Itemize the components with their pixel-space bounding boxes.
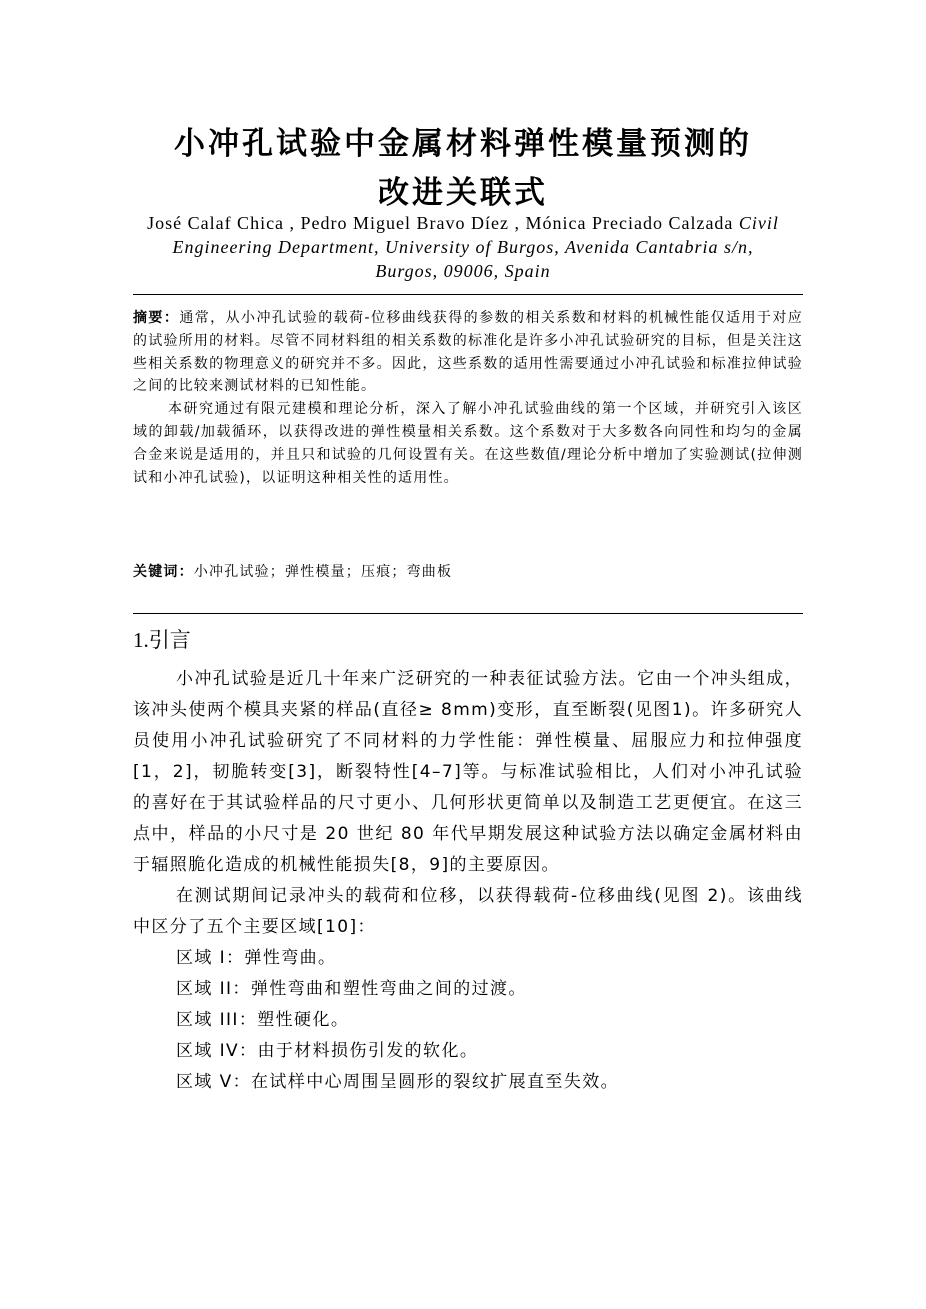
region-item-1: 区域 I：弹性弯曲。	[176, 948, 337, 968]
affiliation-line-3: Burgos, 09006, Spain	[375, 261, 551, 281]
body-paragraph-2: 在测试期间记录冲头的载荷和位移，以获得载荷-位移曲线(见图 2)。该曲线中区分了五个主要区域[10]：	[133, 886, 803, 937]
paper-title-line-2: 改进关联式	[378, 175, 548, 211]
abstract-paragraph-2: 本研究通过有限元建模和理论分析，深入了解小冲孔试验曲线的第一个区域，并研究引入该区域的卸载/加载循环，以获得改进的弹性模量相关系数。这个系数对于大多数各向同性和均匀的金属合金来说是适用的，并且只和试验的几何设置有关。在这些数值/理论分析中增加了实验测试(拉伸测试和小冲孔试验)，以证明这种相关性的适用性。	[133, 401, 803, 486]
section-body	[133, 664, 803, 1098]
affiliation-part-1: Civil	[738, 213, 779, 233]
region-item-4: 区域 IV：由于材料损伤引发的软化。	[176, 1041, 479, 1061]
abstract-text-1: 通常，从小冲孔试验的载荷-位移曲线获得的参数的相关系数和材料的机械性能仅适用于对应的试验所用的材料。尽管不同材料组的相关系数的标准化是许多小冲孔试验研究的目标，但是关注这些相关系数的物理意义的研究并不多。因此，这些系数的适用性需要通过小冲孔试验和标准拉伸试验之间的比较来测试材料的已知性能。	[133, 310, 803, 395]
paper-title-line-1: 小冲孔试验中金属材料弹性模量预测的	[174, 126, 752, 162]
body-paragraph-1: 小冲孔试验是近几十年来广泛研究的一种表征试验方法。它由一个冲头组成，该冲头使两个模具夹紧的样品(直径≥ 8mm)变形，直至断裂(见图1)。许多研究人员使用小冲孔试验研究了不同材料的力学性能：弹性模量、屈服应力和拉伸强度[1，2]，韧脆转变[3]，断裂特性[4–7]等。与标准试验相比，人们对小冲孔试验的喜好在于其试验样品的尺寸更小、几何形状更简单以及制造工艺更便宜。在这三点中，样品的小尺寸是 20 世纪 80 年代早期发展这种试验方法以确定金属材料由于辐照脆化造成的机械性能损失[8，9]的主要原因。	[133, 669, 803, 875]
section-heading-introduction: 1.引言	[133, 628, 191, 652]
affiliation-line-2: Engineering Department, University of Burgos, Avenida Cantabria s/n,	[172, 237, 754, 257]
bottom-divider	[133, 613, 803, 614]
region-item-2: 区域 II：弹性弯曲和塑性弯曲之间的过渡。	[176, 979, 527, 999]
author-block	[110, 211, 816, 283]
abstract-block	[133, 307, 803, 489]
top-divider	[133, 294, 803, 295]
abstract-paragraph-1	[133, 307, 803, 398]
keywords-label: 关键词：	[133, 564, 194, 580]
keywords-text: 小冲孔试验；弹性模量；压痕；弯曲板	[193, 564, 453, 580]
abstract-label: 摘要：	[133, 310, 180, 326]
region-item-5: 区域 V：在试样中心周围呈圆形的裂纹扩展直至失效。	[176, 1072, 620, 1092]
author-names: José Calaf Chica , Pedro Miguel Bravo Díez , Mónica Preciado Calzada	[147, 213, 734, 233]
region-item-3: 区域 III：塑性硬化。	[176, 1010, 350, 1030]
keywords-line	[133, 561, 452, 581]
